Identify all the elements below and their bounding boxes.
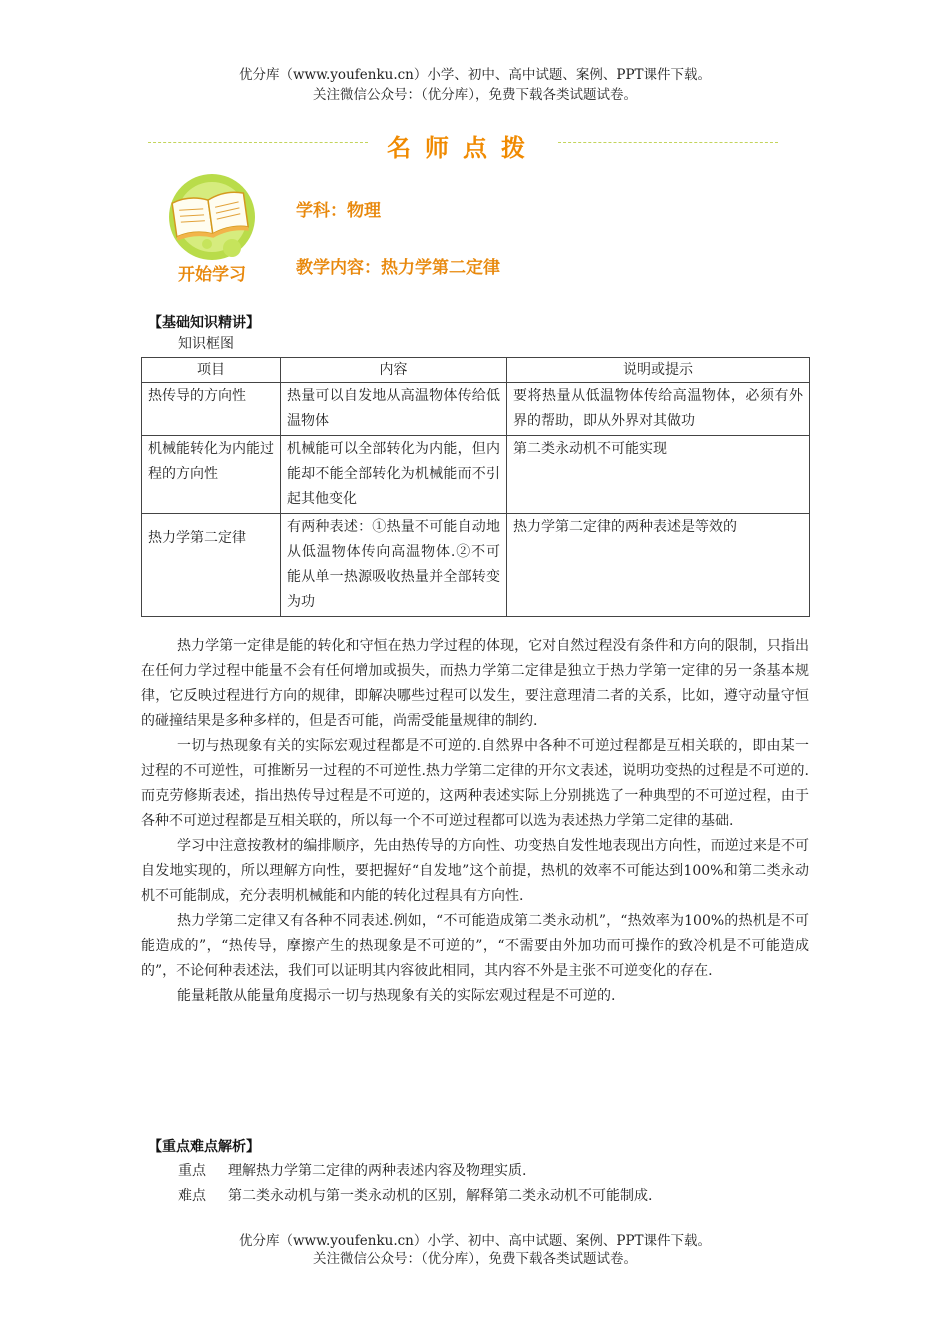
table-cell: 热力学第二定律的两种表述是等效的	[507, 514, 810, 617]
banner-divider-left	[148, 142, 368, 143]
table-cell: 机械能可以全部转化为内能，但内能却不能全部转化为机械能而不引起其他变化	[281, 436, 507, 514]
paragraph: 热力学第一定律是能的转化和守恒在热力学过程的体现，它对自然过程没有条件和方向的限制，只指出在任何力学过程中能量不会有任何增加或损失，而热力学第二定律是独立于热力学第一定律的另一条基本规律，它反映过程进行方向的规律，即解决哪些过程可以发生，要注意理清二者的关系，比如，遵守动量守恒的碰撞结果是多种多样的，但是否可能，尚需受能量规律的制约.	[141, 638, 809, 729]
table-header: 项目	[142, 358, 281, 383]
footer-line-1: 优分库（www.youfenku.cn）小学、初中、高中试题、案例、PPT课件下载。	[238, 1233, 712, 1249]
table-header-row	[142, 358, 810, 383]
header-line-2: 关注微信公众号：（优分库），免费下载各类试题试卷。	[313, 87, 637, 103]
table-cell: 要将热量从低温物体传给高温物体，必须有外界的帮助，即从外界对其做功	[507, 383, 810, 436]
paragraph: 热力学第二定律又有各种不同表述.例如，“不可能造成第二类永动机”，“热效率为100%的热机是不可能造成的”，“热传导，摩擦产生的热现象是不可逆的”，“不需要由外加功而可操作的致冷机是不可能造成的”，不论何种表述法，我们可以证明其内容彼此相同，其内容不外是主张不可逆变化的存在.	[141, 913, 809, 979]
banner-divider-right	[558, 142, 778, 143]
content-title: 教学内容：热力学第二定律	[296, 258, 500, 278]
table-row	[142, 514, 810, 617]
section-heading-key-points: 【重点难点解析】	[148, 1139, 260, 1155]
table-cell: 热量可以自发地从高温物体传给低温物体	[281, 383, 507, 436]
header-line-1: 优分库（www.youfenku.cn）小学、初中、高中试题、案例、PPT课件下载。	[238, 67, 712, 83]
table-cell: 第二类永动机不可能实现	[507, 436, 810, 514]
body-text	[141, 634, 809, 1009]
key-point-text: 理解热力学第二定律的两种表述内容及物理实质.	[228, 1163, 527, 1179]
table-cell: 热传导的方向性	[142, 383, 281, 436]
table-row	[142, 436, 810, 514]
table-header: 内容	[281, 358, 507, 383]
table-header: 说明或提示	[507, 358, 810, 383]
start-learning-caption: 开始学习	[178, 265, 246, 284]
paragraph: 一切与热现象有关的实际宏观过程都是不可逆的.自然界中各种不可逆过程都是互相关联的，即由某一过程的不可逆性，可推断另一过程的不可逆性.热力学第二定律的开尔文表述，说明功变热的过程是不可逆的.而克劳修斯表述，指出热传导过程是不可逆的，这两种表述实际上分别挑选了一种典型的不可逆过程，由于各种不可逆过程都是互相关联的，所以每一个不可逆过程都可以选为表述热力学第二定律的基础.	[141, 738, 809, 829]
paragraph: 学习中注意按教材的编排顺序，先由热传导的方向性、功变热自发性地表现出方向性，而逆过来是不可自发地实现的，所以理解方向性，要把握好“自发地”这个前提，热机的效率不可能达到100%和第二类永动机不可能制成，充分表明机械能和内能的转化过程具有方向性.	[141, 838, 809, 904]
difficulty-text: 第二类永动机与第一类永动机的区别，解释第二类永动机不可能制成.	[228, 1188, 653, 1204]
table-cell: 热力学第二定律	[142, 514, 281, 617]
key-point-label: 重点	[178, 1163, 206, 1179]
open-book-icon	[160, 172, 270, 287]
paragraph: 能量耗散从能量角度揭示一切与热现象有关的实际宏观过程是不可逆的.	[177, 988, 616, 1004]
subject-label: 学科：物理	[296, 201, 381, 221]
footer-line-2: 关注微信公众号：（优分库），免费下载各类试题试卷。	[313, 1251, 637, 1267]
knowledge-table	[141, 357, 810, 617]
knowledge-framework-label: 知识框图	[178, 336, 234, 352]
banner	[148, 128, 778, 162]
banner-title: 名师点拨	[387, 133, 539, 162]
start-learning-logo	[160, 172, 270, 287]
difficulty-label: 难点	[178, 1188, 206, 1204]
table-cell: 有两种表述：①热量不可能自动地从低温物体传向高温物体.②不可能从单一热源吸收热量并全部转变为功	[281, 514, 507, 617]
table-cell: 机械能转化为内能过程的方向性	[142, 436, 281, 514]
table-row	[142, 383, 810, 436]
section-heading-basics: 【基础知识精讲】	[148, 315, 260, 331]
